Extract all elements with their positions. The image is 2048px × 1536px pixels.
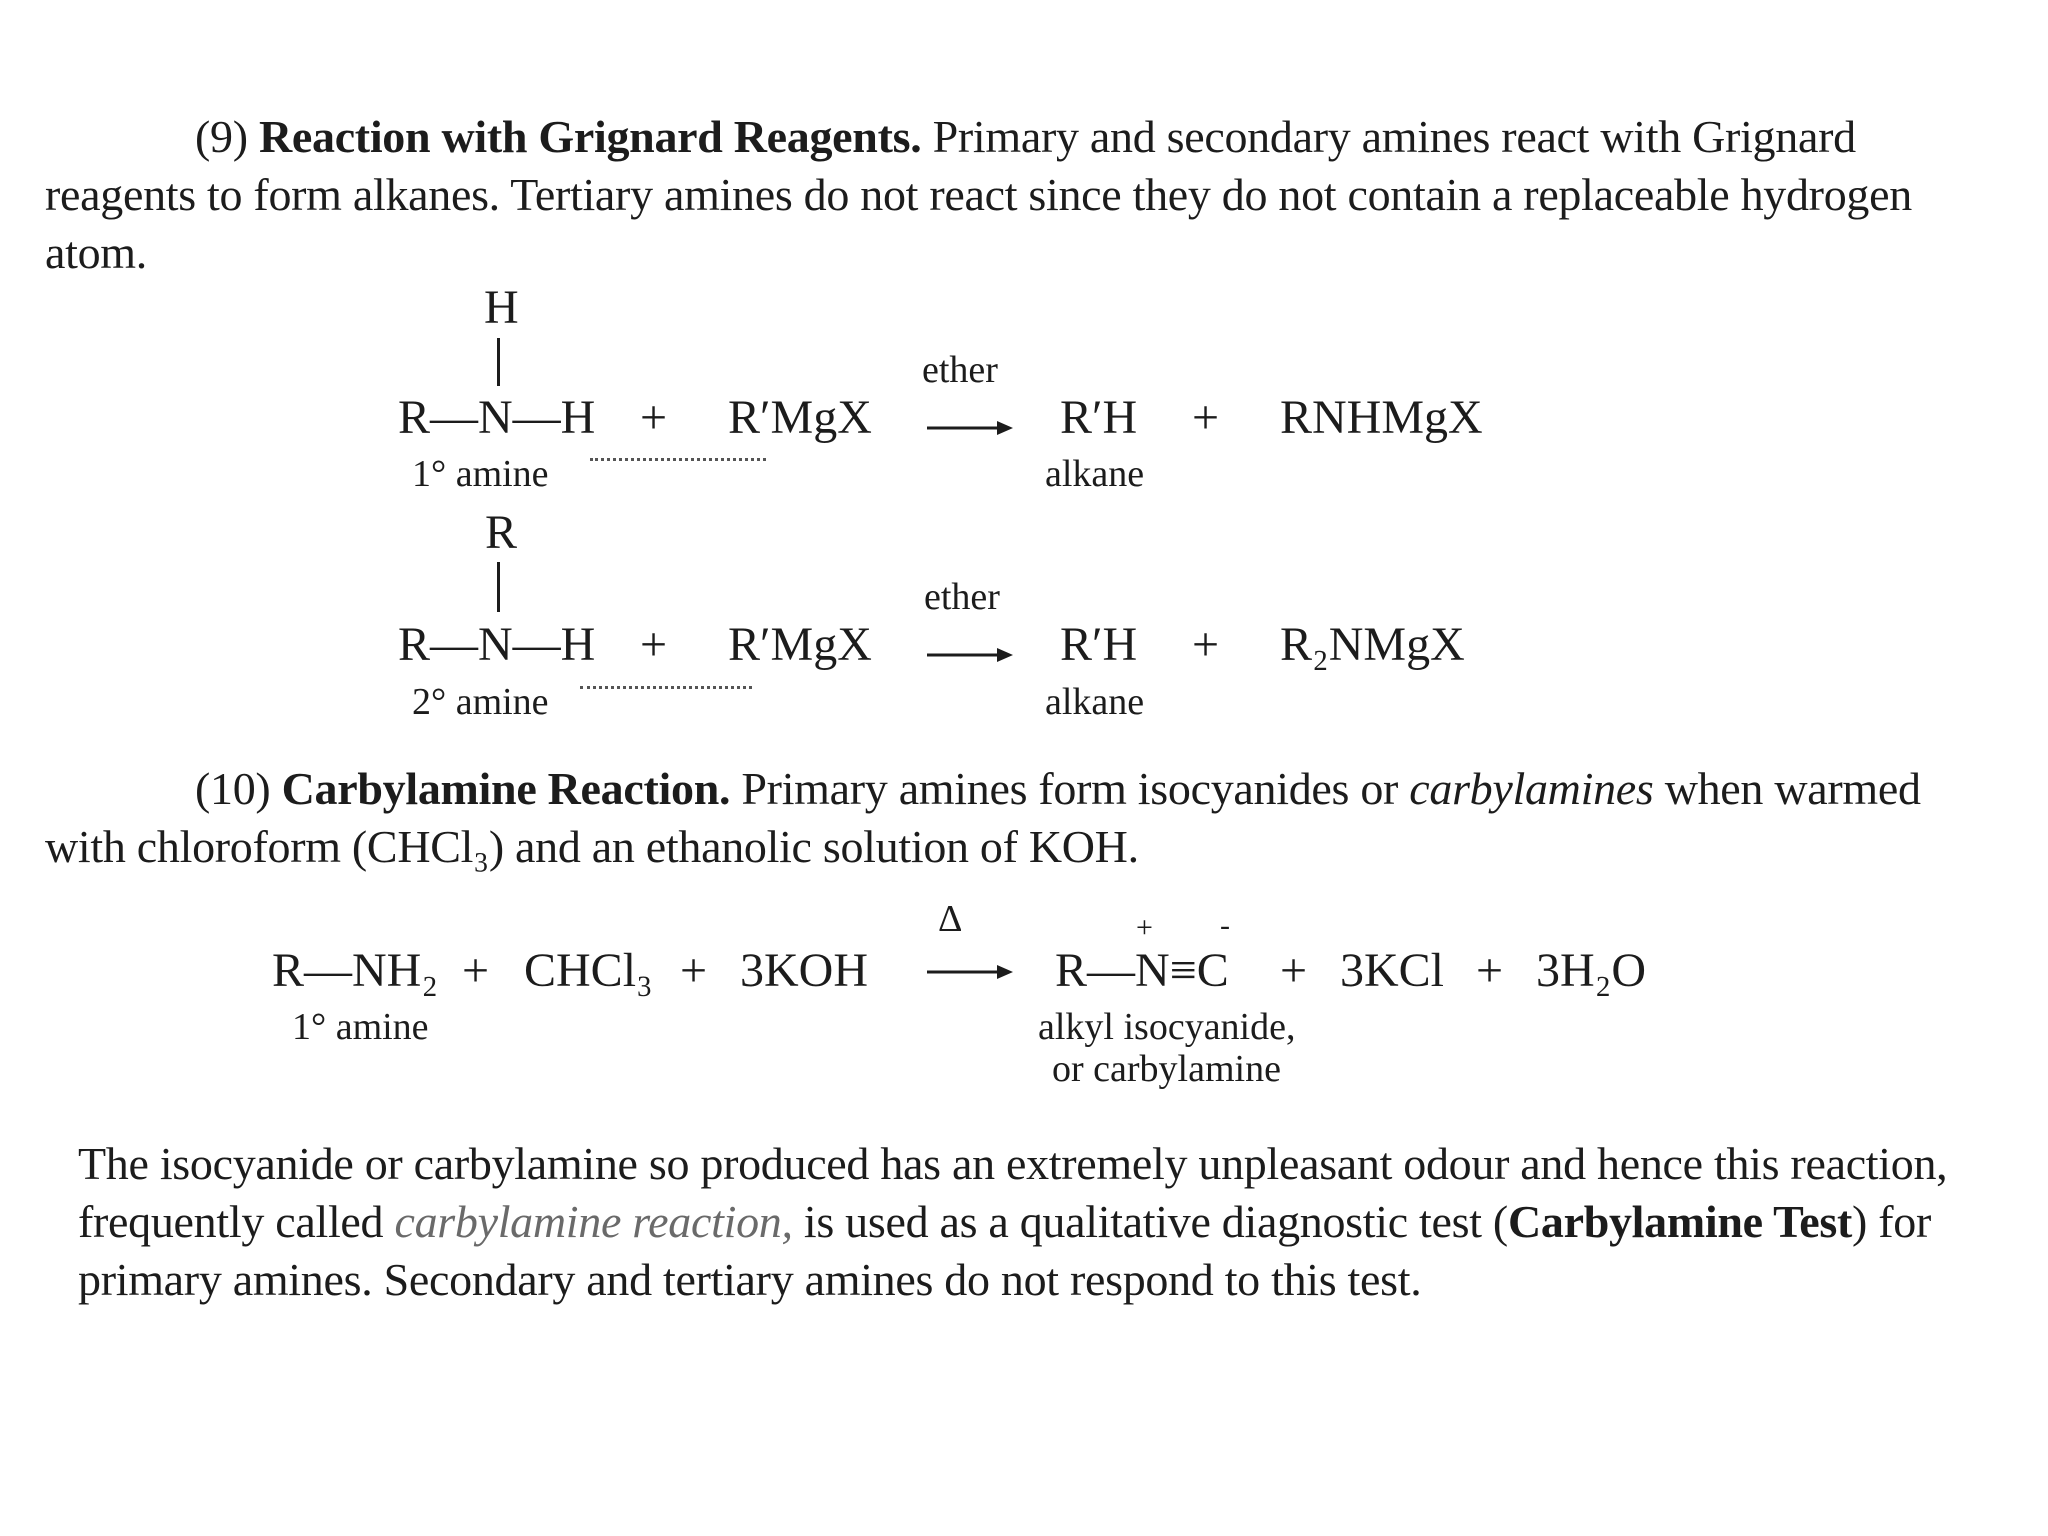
reaction-3-reactant-1-label: 1° amine bbox=[292, 1006, 429, 1048]
reaction-1-reagent: R′MgX bbox=[728, 391, 872, 444]
reaction-3-condition: Δ bbox=[938, 898, 963, 940]
section-9-text-line1: Primary and secondary amines react with Grignard bbox=[932, 111, 1856, 162]
reaction-2-plus-1: + bbox=[640, 618, 668, 671]
reaction-2-arrow-icon bbox=[925, 645, 1015, 665]
reaction-1-arrow-icon bbox=[925, 418, 1015, 438]
reaction-3-plus-1: + bbox=[462, 944, 490, 997]
section-10-text-italic: carbylamines bbox=[1409, 763, 1654, 814]
reaction-2-product-1-label: alkane bbox=[1045, 681, 1145, 723]
reaction-2-product-1: R′H bbox=[1060, 618, 1138, 671]
reaction-1-product-1-label: alkane bbox=[1045, 453, 1145, 495]
conclusion-text-b: is used as a qualitative diagnostic test ( bbox=[803, 1196, 1508, 1247]
reaction-1-reactant: R—N—H bbox=[398, 391, 596, 444]
reaction-3-plus-2: + bbox=[680, 944, 708, 997]
reaction-2-reagent: R′MgX bbox=[728, 618, 872, 671]
reaction-1-product-2: RNHMgX bbox=[1280, 391, 1483, 444]
reaction-3-product-1-label-line1: alkyl isocyanide, bbox=[1038, 1006, 1296, 1048]
section-10-text-b: when warmed with chloroform (CHCl₃) and an ethanolic solution of KOH. bbox=[45, 763, 1921, 872]
reaction-2-product-2: R₂NMgX bbox=[1280, 618, 1465, 671]
section-9-paragraph bbox=[45, 108, 1960, 282]
conclusion-text-bold: Carbylamine Test bbox=[1507, 1196, 1853, 1247]
reaction-2-condition: ether bbox=[924, 576, 1000, 618]
reaction-1-reactant-label: 1° amine bbox=[412, 453, 549, 495]
reaction-2-plus-2: + bbox=[1192, 618, 1220, 671]
reaction-2-top-substituent: R bbox=[485, 506, 518, 559]
reaction-3-arrow-icon bbox=[925, 962, 1015, 982]
reaction-3-reactant-2: CHCl₃ bbox=[524, 944, 653, 997]
reaction-2-vertical-bond bbox=[497, 562, 500, 612]
conclusion-paragraph bbox=[78, 1135, 1998, 1309]
reaction-2-dotted-line bbox=[580, 686, 752, 689]
reaction-3-product-1: R—N≡C bbox=[1055, 944, 1229, 997]
reaction-3-product-3: 3H₂O bbox=[1536, 944, 1647, 997]
reaction-3-plus-3: + bbox=[1280, 944, 1308, 997]
conclusion-text-italic: carbylamine reaction, bbox=[394, 1196, 793, 1247]
section-10-text-a: Primary amines form isocyanides or bbox=[741, 763, 1399, 814]
reaction-3-reactant-3: 3KOH bbox=[740, 944, 868, 997]
reaction-3-plus-4: + bbox=[1476, 944, 1504, 997]
reaction-3-product-1-label-line2: or carbylamine bbox=[1052, 1048, 1281, 1090]
section-10-heading: Carbylamine Reaction. bbox=[281, 763, 731, 814]
reaction-3-charge-minus: - bbox=[1220, 909, 1230, 942]
reaction-1-plus-2: + bbox=[1192, 391, 1220, 444]
section-10-number: (10) bbox=[195, 763, 271, 814]
reaction-1-product-1: R′H bbox=[1060, 391, 1138, 444]
section-9-heading: Reaction with Grignard Reagents. bbox=[258, 111, 922, 162]
conclusion-text-a: The isocyanide or carbylamine so produced has an extremely unpleasant odour and hence this reaction, frequently called bbox=[78, 1138, 1948, 1247]
reaction-1-top-substituent: H bbox=[484, 281, 519, 334]
reaction-3-charge-plus: + bbox=[1136, 911, 1153, 944]
reaction-3-reactant-1: R—NH₂ bbox=[272, 944, 439, 997]
section-9-number: (9) bbox=[195, 111, 248, 162]
section-10-paragraph bbox=[45, 760, 1960, 876]
reaction-1-condition: ether bbox=[922, 349, 998, 391]
section-9-text-rest: reagents to form alkanes. Tertiary amines do not react since they do not contain a replaceable hydrogen atom. bbox=[45, 169, 1912, 278]
reaction-2-reactant-label: 2° amine bbox=[412, 681, 549, 723]
conclusion-text-c: ) for primary amines. Secondary and tertiary amines do not respond to this test. bbox=[78, 1196, 1931, 1305]
reaction-1-dotted-line bbox=[590, 458, 766, 461]
reaction-1-vertical-bond bbox=[497, 338, 500, 386]
reaction-2-reactant: R—N—H bbox=[398, 618, 596, 671]
reaction-1-plus-1: + bbox=[640, 391, 668, 444]
reaction-3-product-2: 3KCl bbox=[1340, 944, 1445, 997]
